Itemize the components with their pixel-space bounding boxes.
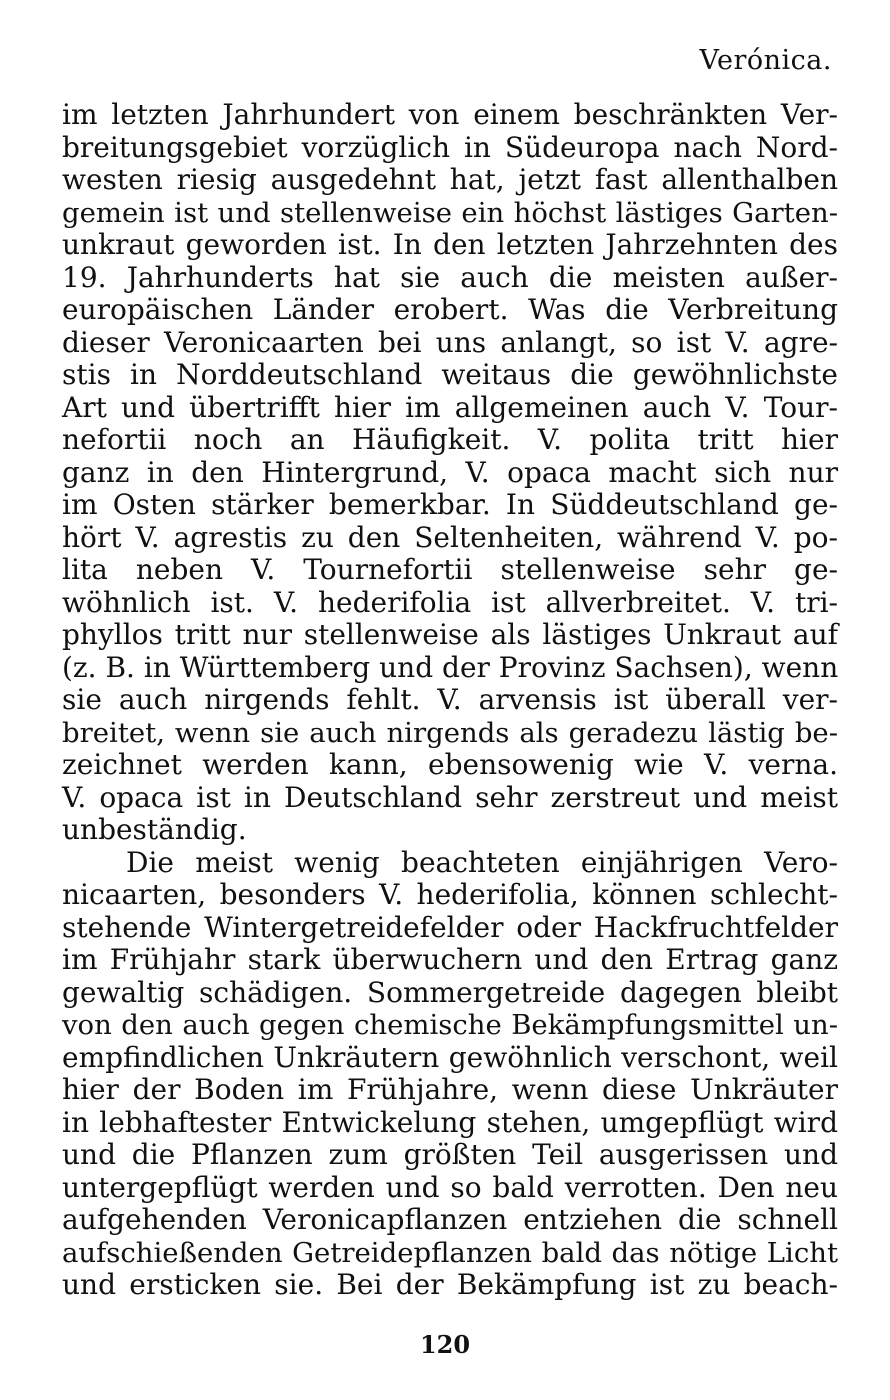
- text-line: dieser Veronicaarten bei uns anlangt, so ist V. agre-: [62, 325, 838, 359]
- text-line: in lebhaftester Entwickelung stehen, umgepflügt wird: [62, 1105, 838, 1139]
- running-head-title: Verónica.: [699, 45, 832, 76]
- text-line: zeichnet werden kann, ebensowenig wie V. verna.: [62, 748, 838, 781]
- text-line: (z. B. in Württemberg und der Provinz Sachsen), wenn: [62, 650, 839, 684]
- text-line: aufschießenden Getreidepflanzen bald das nötige Licht: [62, 1236, 838, 1269]
- text-line: aufgehenden Veronicapflanzen entziehen die schnell: [62, 1203, 838, 1236]
- text-line: breitungsgebiet vorzüglich in Südeuropa nach Nord-: [62, 130, 838, 164]
- body-text: [62, 99, 838, 1302]
- text-line: untergepflügt werden und so bald verrotten. Den neu: [62, 1170, 838, 1204]
- text-line: wöhnlich ist. V. hederifolia ist allverbreitet. V. tri-: [62, 585, 838, 619]
- paragraph-1: [62, 99, 838, 847]
- text-line: europäischen Länder erobert. Was die Verbreitung: [62, 293, 838, 326]
- text-line: hier der Boden im Frühjahre, wenn diese Unkräuter: [62, 1073, 838, 1106]
- text-line: unbeständig.: [62, 813, 247, 846]
- text-line: nefortii noch an Häufigkeit. V. polita tritt hier: [62, 423, 838, 456]
- text-line: westen riesig ausgedehnt hat, jetzt fast allenthalben: [62, 163, 838, 196]
- text-line: im Frühjahr stark überwuchern und den Ertrag ganz: [62, 943, 838, 976]
- text-line: hört V. agrestis zu den Seltenheiten, während V. po-: [62, 520, 838, 554]
- text-line: und ersticken sie. Bei der Bekämpfung ist zu beach-: [62, 1268, 838, 1301]
- text-line: stis in Norddeutschland weitaus die gewöhnlichste: [62, 358, 838, 391]
- text-line: breitet, wenn sie auch nirgends als geradezu lästig be-: [62, 716, 838, 749]
- text-line: und die Pflanzen zum größten Teil ausgerissen und: [62, 1138, 838, 1171]
- text-line: 19. Jahrhunderts hat sie auch die meisten außer-: [62, 260, 838, 294]
- text-line: unkraut geworden ist. In den letzten Jahrzehnten des: [62, 228, 838, 261]
- text-line: nicaarten, besonders V. hederifolia, können schlecht-: [62, 878, 838, 911]
- text-line: im Osten stärker bemerkbar. In Süddeutschland ge-: [62, 488, 838, 521]
- page-number: 120: [419, 1330, 471, 1359]
- text-line: empfindlichen Unkräutern gewöhnlich verschont, weil: [62, 1040, 838, 1074]
- text-line: gemein ist und stellenweise ein höchst lästiges Garten-: [62, 196, 838, 229]
- text-line: lita neben V. Tournefortii stellenweise sehr ge-: [62, 553, 838, 586]
- text-line: ganz in den Hintergrund, V. opaca macht sich nur: [62, 455, 838, 489]
- text-line: Die meist wenig beachteten einjährigen Vero-: [126, 845, 838, 879]
- text-line: phyllos tritt nur stellenweise als lästiges Unkraut auf: [62, 618, 838, 651]
- text-line: Art und übertrifft hier im allgemeinen auch V. Tour-: [62, 390, 838, 424]
- text-line: von den auch gegen chemische Bekämpfungsmittel un-: [62, 1009, 838, 1041]
- text-line: sie auch nirgends fehlt. V. arvensis ist überall ver-: [62, 683, 838, 716]
- text-line: V. opaca ist in Deutschland sehr zerstreut und meist: [62, 780, 838, 814]
- text-line: gewaltig schädigen. Sommergetreide dagegen bleibt: [62, 975, 838, 1009]
- text-line: stehende Wintergetreidefelder oder Hackfruchtfelder: [62, 910, 838, 944]
- paragraph-2: [62, 847, 838, 1302]
- text-line: im letzten Jahrhundert von einem beschränkten Ver-: [62, 98, 838, 131]
